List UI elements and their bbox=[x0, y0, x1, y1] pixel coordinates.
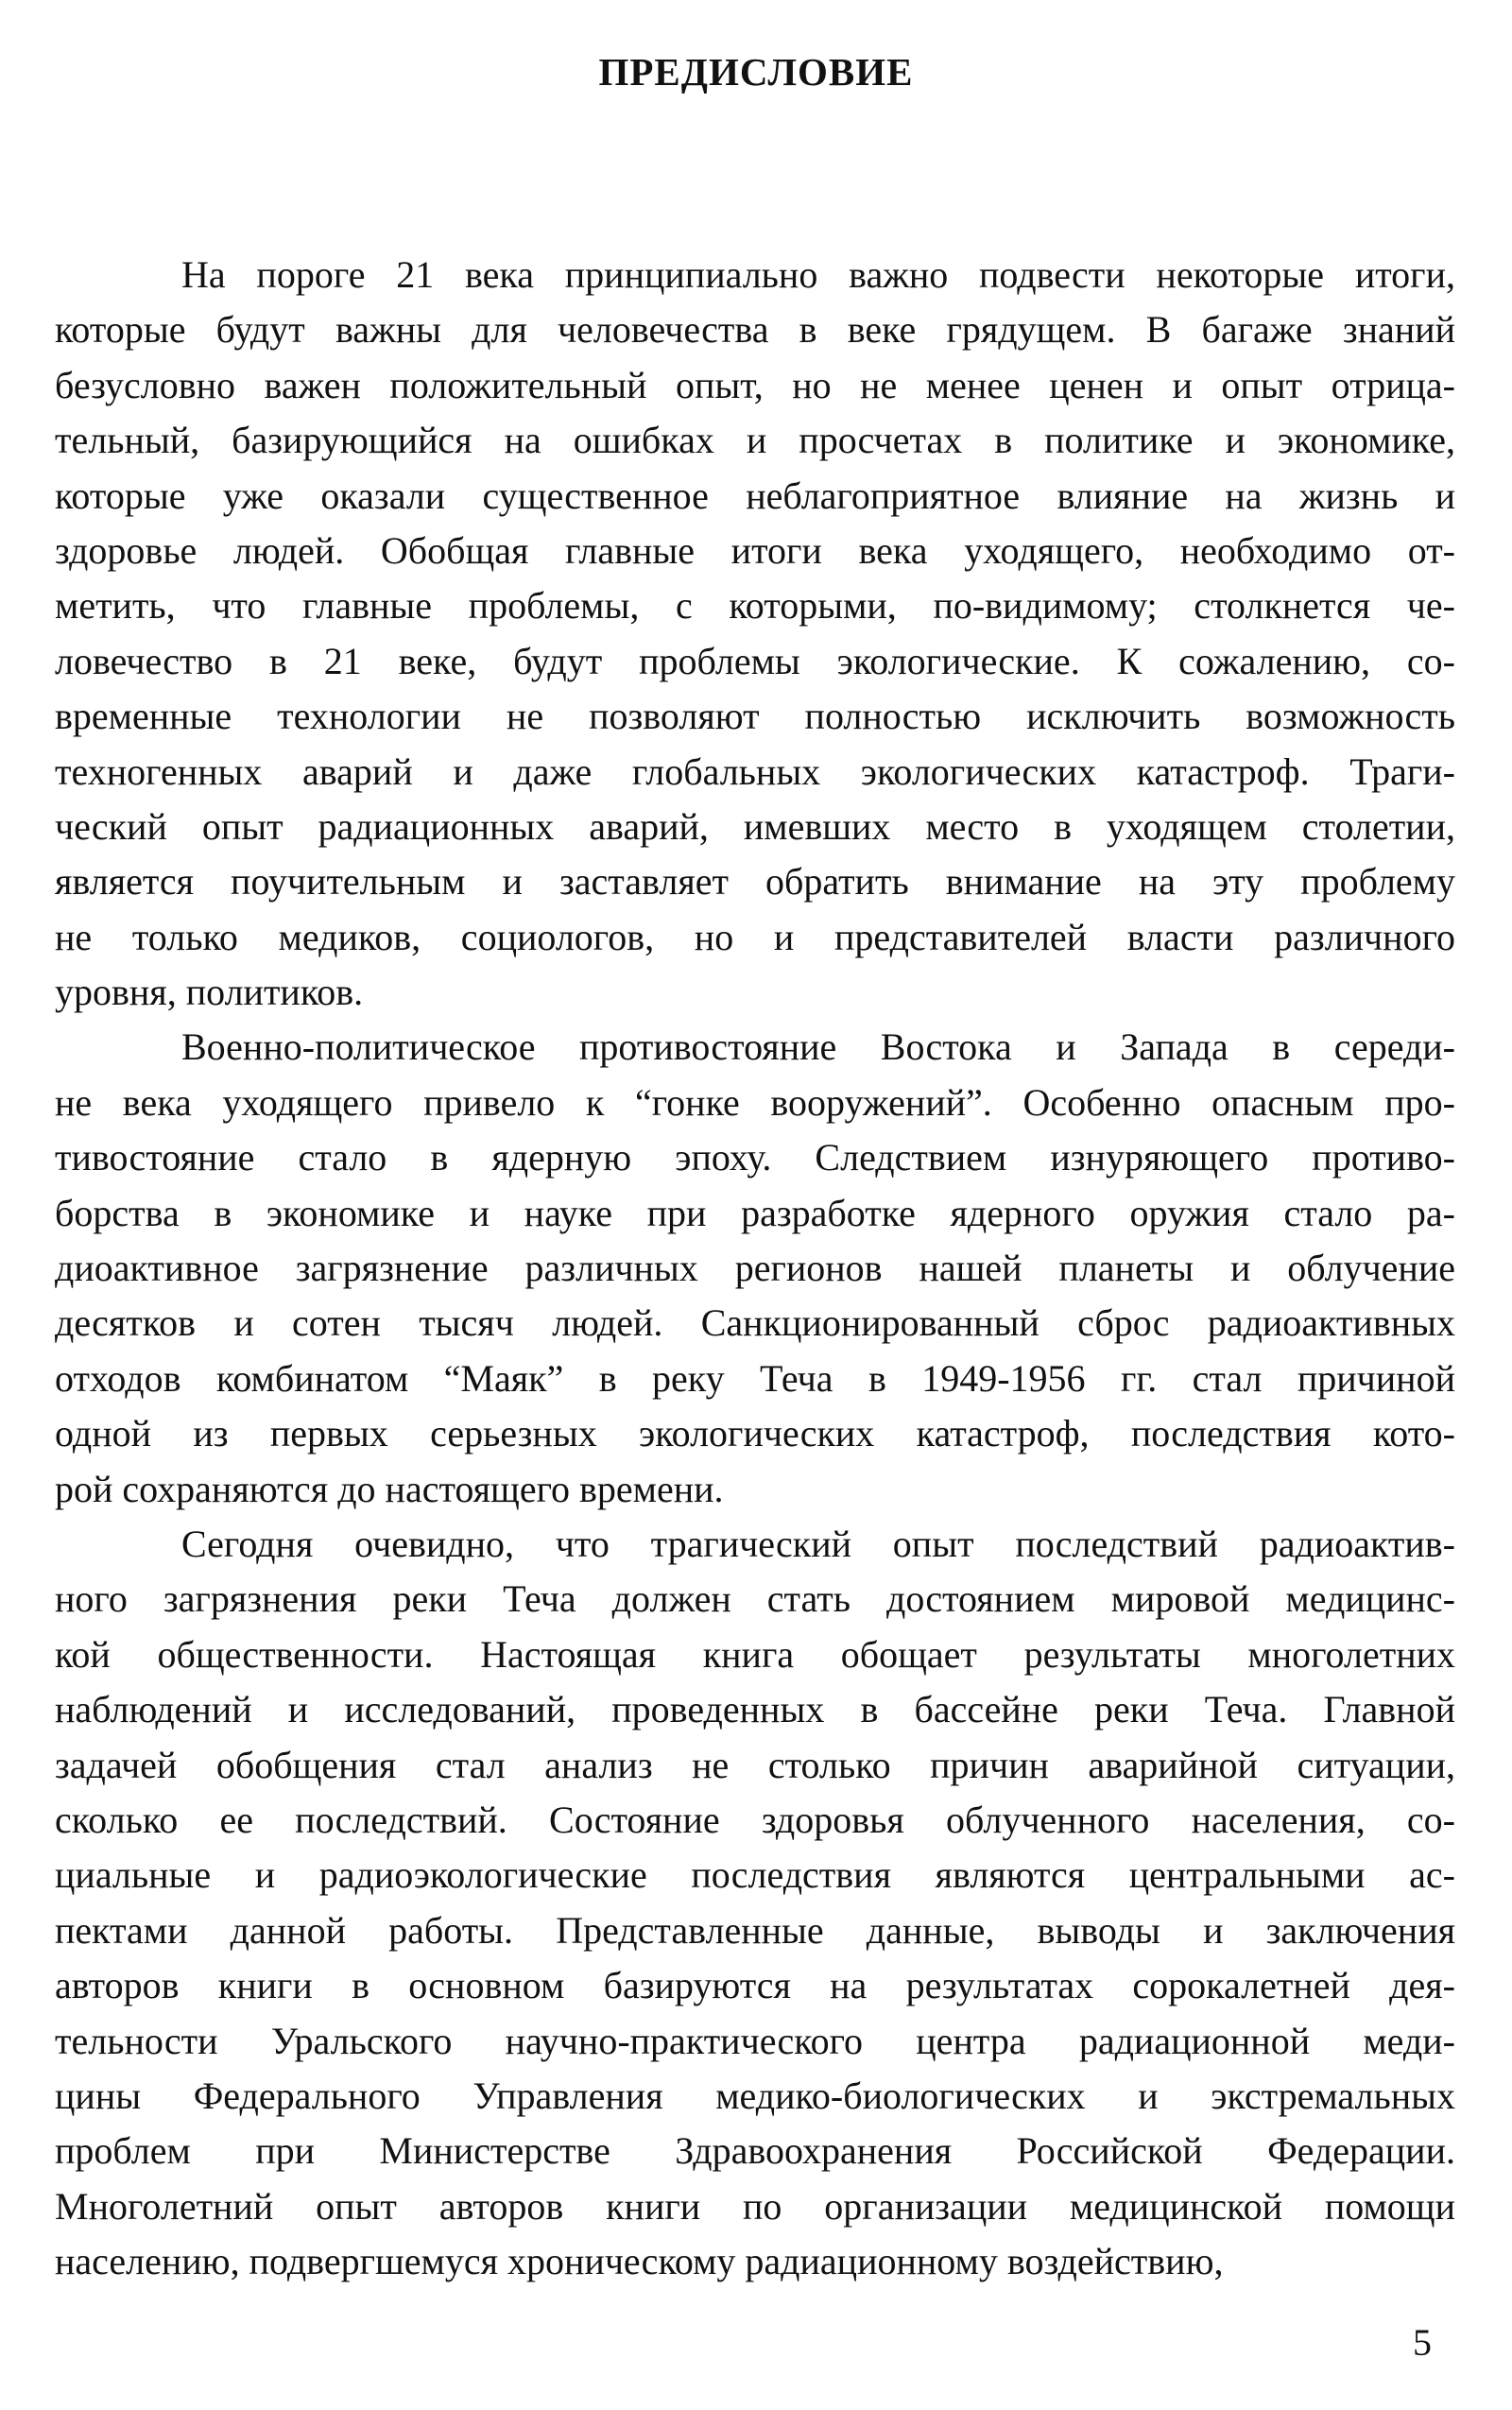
text-line: ного загрязнения реки Теча должен стать достоянием мировой медицинс- bbox=[55, 1577, 1455, 1621]
body-text bbox=[55, 248, 1455, 2289]
text-line: цины Федерального Управления медико-биологических и экстремальных bbox=[55, 2074, 1455, 2117]
text-line: борства в экономике и науке при разработке ядерного оружия стало ра- bbox=[55, 1191, 1455, 1234]
text-line: ческий опыт радиационных аварий, имевших место в уходящем столетии, bbox=[55, 804, 1455, 848]
text-line: задачей обобщения стал анализ не столько причин аварийной ситуации, bbox=[55, 1743, 1455, 1786]
text-line: авторов книги в основном базируются на результатах сорокалетней дея- bbox=[55, 1964, 1455, 2007]
text-line: не века уходящего привело к “гонке вооружений”. Особенно опасным про- bbox=[55, 1080, 1455, 1124]
text-line: которые уже оказали существенное неблагоприятное влияние на жизнь и bbox=[55, 473, 1455, 517]
text-line: тельный, базирующийся на ошибках и просчетах в политике и экономике, bbox=[55, 419, 1455, 462]
text-line: ловечество в 21 веке, будут проблемы экологические. К сожалению, со- bbox=[55, 639, 1455, 682]
text-line: Многолетний опыт авторов книги по организации медицинской помощи bbox=[55, 2184, 1455, 2228]
text-line: На пороге 21 века принципиально важно подвести некоторые итоги, bbox=[181, 253, 1455, 296]
text-line: проблем при Министерстве Здравоохранения Российской Федерации. bbox=[55, 2129, 1455, 2173]
text-line: безусловно важен положительный опыт, но не менее ценен и опыт отрица- bbox=[55, 363, 1455, 406]
text-line: не только медиков, социологов, но и представителей власти различного bbox=[55, 915, 1455, 958]
text-line: десятков и сотен тысяч людей. Санкционированный сброс радиоактивных bbox=[55, 1301, 1455, 1345]
text-line: циальные и радиоэкологические последствия являются центральными ас- bbox=[55, 1853, 1455, 1897]
text-line: техногенных аварий и даже глобальных экологических катастроф. Траги- bbox=[55, 749, 1455, 793]
text-line: кой общественности. Настоящая книга обощает результаты многолетних bbox=[55, 1632, 1455, 1676]
text-line: Военно-политическое противостояние Востока и Запада в середи- bbox=[181, 1025, 1455, 1069]
text-line: одной из первых серьезных экологических катастроф, последствия кото- bbox=[55, 1412, 1455, 1455]
text-line: сколько ее последствий. Состояние здоровья облученного населения, со- bbox=[55, 1798, 1455, 1841]
text-line: временные технологии не позволяют полностью исключить возможность bbox=[55, 695, 1455, 738]
text-line: диоактивное загрязнение различных регионов нашей планеты и облучение bbox=[55, 1247, 1455, 1290]
text-line: тельности Уральского научно-практического центра радиационной меди- bbox=[55, 2019, 1455, 2062]
text-line: тивостояние стало в ядерную эпоху. Следствием изнуряющего противо- bbox=[55, 1136, 1455, 1179]
text-line: населению, подвергшемуся хроническому радиационному воздействию, bbox=[55, 2240, 1224, 2283]
text-line: пектами данной работы. Представленные данные, выводы и заключения bbox=[55, 1908, 1455, 1952]
text-line: наблюдений и исследований, проведенных в бассейне реки Теча. Главной bbox=[55, 1688, 1455, 1731]
text-line: Сегодня очевидно, что трагический опыт последствий радиоактив- bbox=[181, 1522, 1455, 1565]
text-line: отходов комбинатом “Маяк” в реку Теча в 1949-1956 гг. стал причиной bbox=[55, 1356, 1455, 1400]
text-line: метить, что главные проблемы, с которыми, по-видимому; столкнется че- bbox=[55, 584, 1455, 628]
text-line: рой сохраняются до настоящего времени. bbox=[55, 1467, 724, 1510]
text-line: здоровье людей. Обобщая главные итоги века уходящего, необходимо от- bbox=[55, 528, 1455, 572]
text-line: является поучительным и заставляет обратить внимание на эту проблему bbox=[55, 860, 1455, 904]
page-number: 5 bbox=[1413, 2321, 1432, 2364]
page-title: ПРЕДИСЛОВИЕ bbox=[598, 50, 914, 94]
text-line: которые будут важны для человечества в веке грядущем. В багаже знаний bbox=[55, 308, 1455, 352]
text-line: уровня, политиков. bbox=[55, 971, 364, 1014]
